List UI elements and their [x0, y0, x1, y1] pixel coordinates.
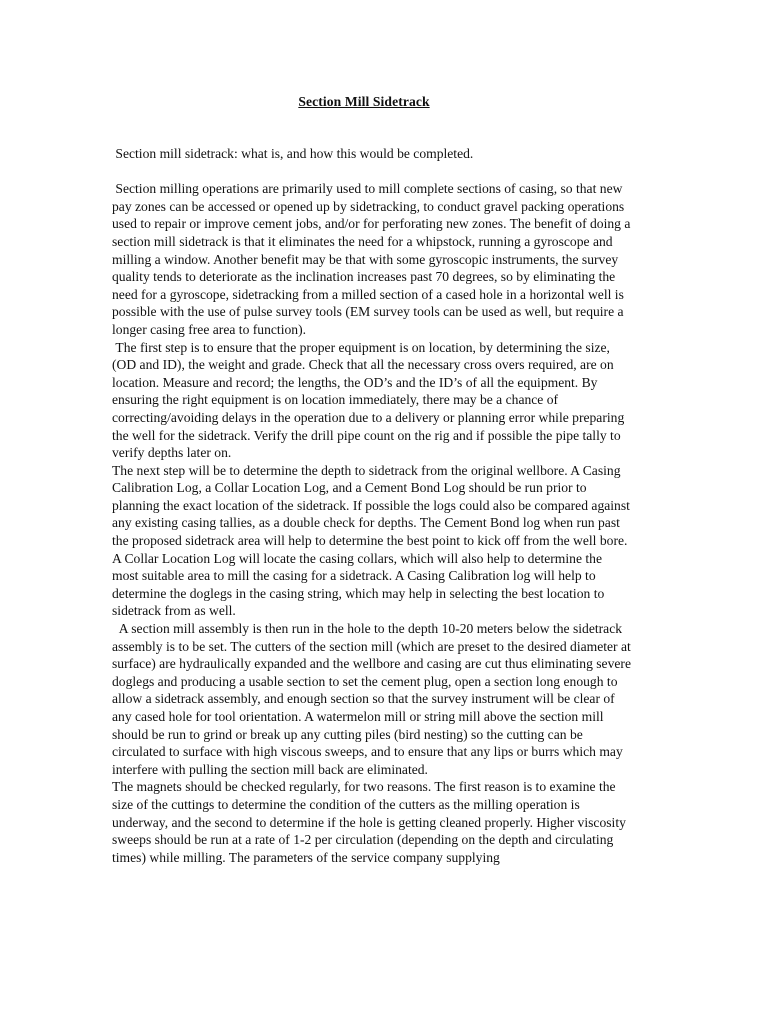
paragraph-sidetrack-depth: The next step will be to determine the depth to sidetrack from the original wellbore. A Casing Calibration Log, a Collar Location Log, and a Cement Bond Log should be run prior to planning the exact location of the sidetrack. If possible the logs could also be compared against any existing casing tallies, as a double check for depths. The Cement Bond log when run past the proposed sidetrack area will help to determine the best point to kick off from the well bore. A Collar Location Log will locate the casing collars, which will also help to determine the most suitable area to mill the casing for a sidetrack. A Casing Calibration log will help to determine the doglegs in the casing string, which may help in selecting the best location to sidetrack from as well.	[112, 462, 634, 619]
paragraph-equipment-check: The first step is to ensure that the proper equipment is on location, by determining the size, (OD and ID), the weight and grade. Check that all the necessary cross overs required, are on location. Measure and record; the lengths, the OD’s and the ID’s of all the equipment. By ensuring the right equipment is on location immediately, there may be a chance of correcting/avoiding delays in the operation due to a delivery or planning error while preparing the well for the sidetrack. Verify the drill pipe count on the rig and if possible the pipe tally to verify depths later on.	[112, 339, 628, 461]
document-body	[112, 145, 635, 866]
document-subtitle: Section mill sidetrack: what is, and how this would be completed.	[112, 146, 474, 161]
paragraph-section-milling-intro: Section milling operations are primarily used to mill complete sections of casing, so that new pay zones can be accessed or opened up by sidetracking, to conduct gravel packing operations used to repair or improve cement jobs, and/or for perforating new zones. The benefit of doing a section mill sidetrack is that it eliminates the need for a whipstock, running a gyroscope and milling a window. Another benefit may be that with some gyroscopic instruments, the survey quality tends to deteriorate as the inclination increases past 70 degrees, so by eliminating the need for a gyroscope, sidetracking from a milled section of a cased hole in a horizontal well is possible with the use of pulse survey tools (EM survey tools can be used as well, but require a longer casing free area to function).	[112, 181, 634, 337]
paragraph-section-mill-assembly: A section mill assembly is then run in the hole to the depth 10-20 meters below the sidetrack assembly is to be set. The cutters of the section mill (which are preset to the desired diameter at surface) are hydraulically expanded and the wellbore and casing are cut thus eliminating severe doglegs and producing a usable section to set the cement plug, open a section long enough to allow a sidetrack assembly, and enough section so that the survey instrument will be clear of any cased hole for tool orientation. A watermelon mill or string mill above the section mill should be run to grind or break up any cutting piles (bird nesting) so the cutting can be circulated to surface with high viscous sweeps, and to ensure that any lips or burrs which may interfere with pulling the section mill back are eliminated.	[112, 621, 635, 777]
paragraph-magnets-check: The magnets should be checked regularly, for two reasons. The first reason is to examine the size of the cuttings to determine the condition of the cutters as the milling operation is underway, and the second to determine if the hole is getting cleaned properly. Higher viscosity sweeps should be run at a rate of 1-2 per circulation (depending on the depth and circulating times) while milling. The parameters of the service company supplying	[112, 779, 630, 865]
document-title: Section Mill Sidetrack	[298, 94, 430, 109]
